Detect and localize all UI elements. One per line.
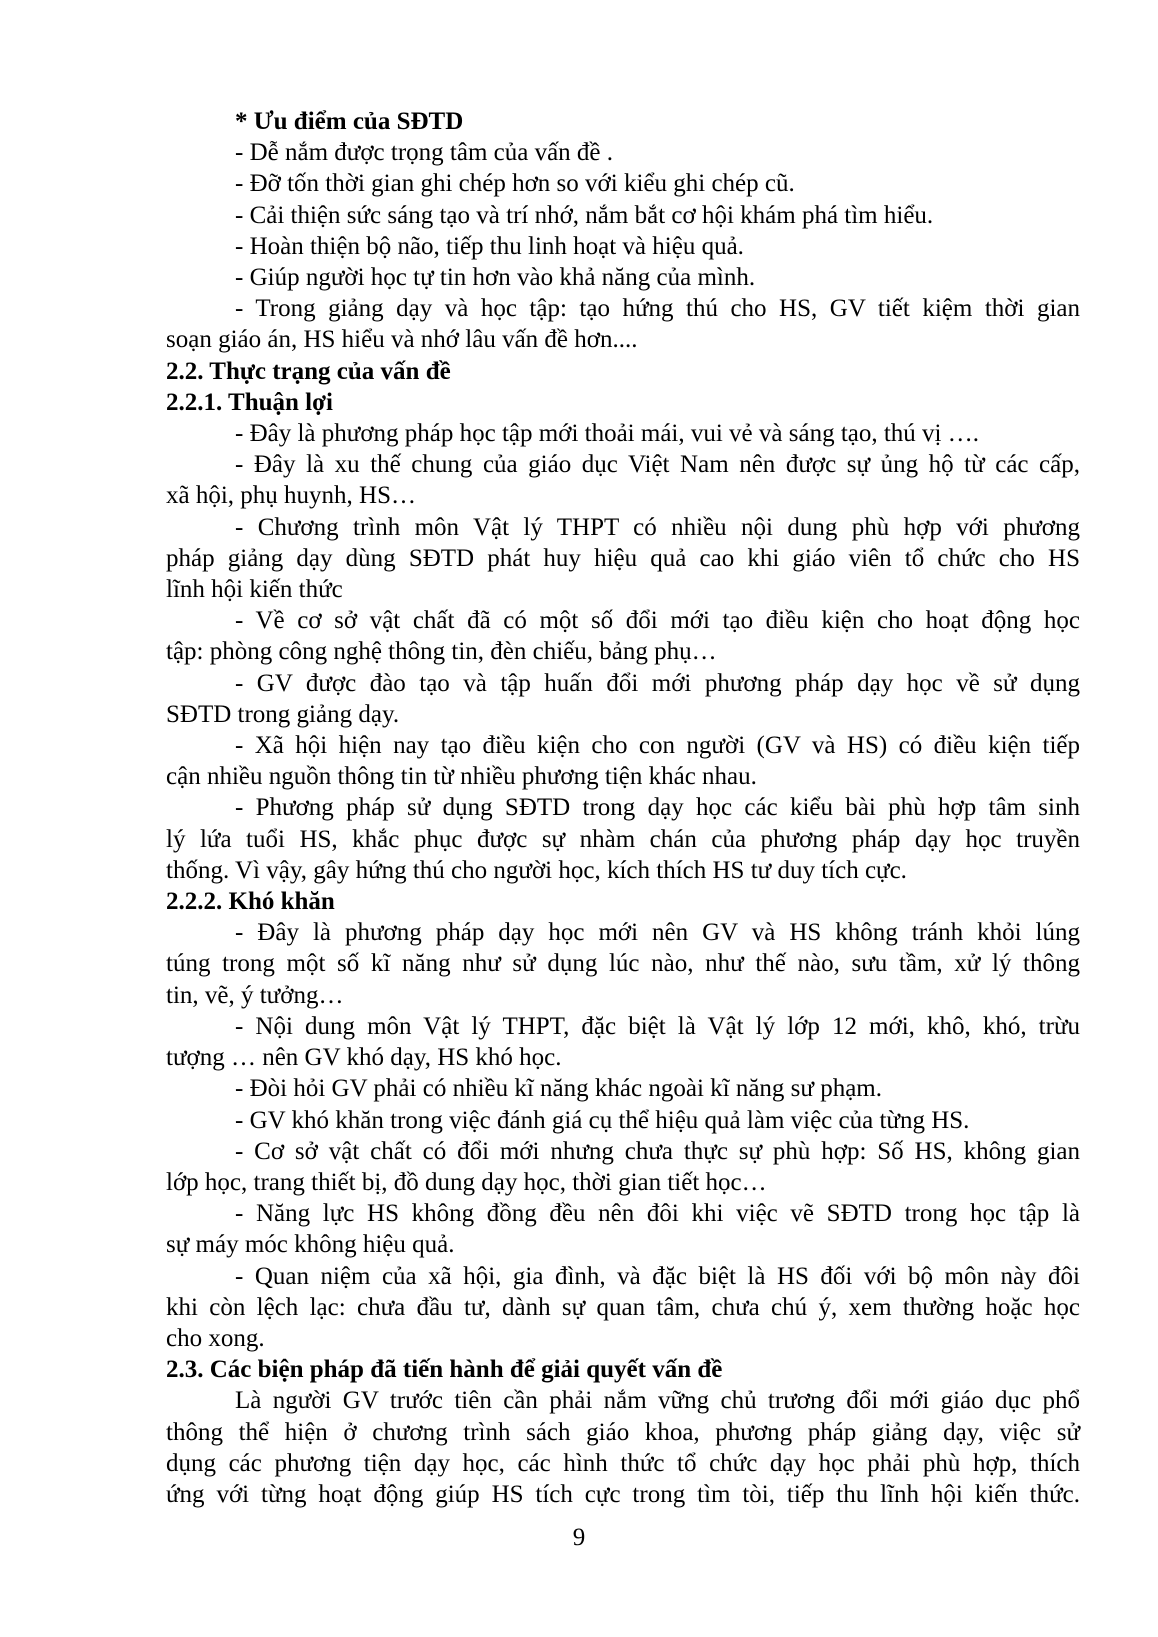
paragraph: - Về cơ sở vật chất đã có một số đổi mới tạo điều kiện cho hoạt động học bbox=[235, 607, 1080, 635]
paragraph: - Cải thiện sức sáng tạo và trí nhớ, nắm bắt cơ hội khám phá tìm hiểu. bbox=[235, 201, 934, 229]
section-heading-2-2-2: 2.2.2. Khó khăn bbox=[166, 888, 335, 916]
paragraph: - Đây là xu thế chung của giáo dục Việt Nam nên được sự ủng hộ từ các cấp, bbox=[235, 451, 1080, 479]
paragraph: - GV được đào tạo và tập huấn đổi mới phương pháp dạy học về sử dụng bbox=[235, 669, 1080, 697]
paragraph: cho xong. bbox=[166, 1324, 265, 1352]
paragraph: tin, vẽ, ý tưởng… bbox=[166, 981, 344, 1009]
paragraph: - Phương pháp sử dụng SĐTD trong dạy học các kiểu bài phù hợp tâm sinh bbox=[235, 794, 1080, 822]
paragraph: - GV khó khăn trong việc đánh giá cụ thể hiệu quả làm việc của từng HS. bbox=[235, 1106, 970, 1134]
paragraph: lý lứa tuổi HS, khắc phục được sự nhàm chán của phương pháp dạy học truyền bbox=[166, 825, 1080, 853]
page-number: 9 bbox=[572, 1524, 586, 1551]
paragraph: - Đây là phương pháp dạy học mới nên GV và HS không tránh khỏi lúng bbox=[235, 919, 1080, 947]
paragraph: - Trong giảng dạy và học tập: tạo hứng thú cho HS, GV tiết kiệm thời gian bbox=[235, 295, 1080, 323]
paragraph: soạn giáo án, HS hiểu và nhớ lâu vấn đề hơn.... bbox=[166, 326, 638, 354]
paragraph: - Chương trình môn Vật lý THPT có nhiều nội dung phù hợp với phương bbox=[235, 513, 1080, 541]
paragraph: xã hội, phụ huynh, HS… bbox=[166, 482, 416, 510]
section-heading-2-3: 2.3. Các biện pháp đã tiến hành để giải quyết vấn đề bbox=[166, 1356, 723, 1384]
paragraph: dụng các phương tiện dạy học, các hình thức tổ chức dạy học phải phù hợp, thích bbox=[166, 1449, 1080, 1477]
paragraph: Là người GV trước tiên cần phải nắm vững chủ trương đổi mới giáo dục phổ bbox=[235, 1387, 1080, 1415]
paragraph: - Quan niệm của xã hội, gia đình, và đặc biệt là HS đối với bộ môn này đôi bbox=[235, 1262, 1080, 1290]
paragraph: SĐTD trong giảng dạy. bbox=[166, 700, 400, 728]
paragraph: thống. Vì vậy, gây hứng thú cho người học, kích thích HS tư duy tích cực. bbox=[166, 856, 907, 884]
section-heading-2-2-1: 2.2.1. Thuận lợi bbox=[166, 388, 333, 416]
paragraph: - Xã hội hiện nay tạo điều kiện cho con người (GV và HS) có điều kiện tiếp bbox=[235, 732, 1080, 760]
paragraph: cận nhiều nguồn thông tin từ nhiều phương tiện khác nhau. bbox=[166, 763, 757, 791]
paragraph: - Nội dung môn Vật lý THPT, đặc biệt là Vật lý lớp 12 mới, khô, khó, trừu bbox=[235, 1012, 1080, 1040]
paragraph: - Hoàn thiện bộ não, tiếp thu linh hoạt và hiệu quả. bbox=[235, 232, 744, 260]
paragraph: - Đây là phương pháp học tập mới thoải mái, vui vẻ và sáng tạo, thú vị …. bbox=[235, 420, 980, 448]
paragraph: lĩnh hội kiến thức bbox=[166, 576, 343, 604]
paragraph: lớp học, trang thiết bị, đồ dung dạy học, thời gian tiết học… bbox=[166, 1168, 767, 1196]
paragraph: khi còn lệch lạc: chưa đầu tư, dành sự quan tâm, chưa chú ý, xem thường hoặc học bbox=[166, 1293, 1080, 1321]
heading-advantages: * Ưu điểm của SĐTD bbox=[235, 108, 464, 135]
paragraph: túng trong một số kĩ năng như sử dụng lúc nào, như thế nào, sưu tầm, xử lý thông bbox=[166, 950, 1080, 978]
paragraph: ứng với từng hoạt động giúp HS tích cực trong tìm tòi, tiếp thu lĩnh hội kiến thức. bbox=[166, 1480, 1080, 1508]
paragraph: sự máy móc không hiệu quả. bbox=[166, 1231, 455, 1259]
paragraph: - Giúp người học tự tin hơn vào khả năng của mình. bbox=[235, 264, 756, 292]
paragraph: pháp giảng dạy dùng SĐTD phát huy hiệu quả cao khi giáo viên tổ chức cho HS bbox=[166, 544, 1080, 572]
section-heading-2-2: 2.2. Thực trạng của vấn đề bbox=[166, 357, 451, 385]
page-content bbox=[166, 106, 1080, 1510]
paragraph: - Đỡ tốn thời gian ghi chép hơn so với kiểu ghi chép cũ. bbox=[235, 170, 795, 198]
paragraph: - Năng lực HS không đồng đều nên đôi khi việc vẽ SĐTD trong học tập là bbox=[235, 1200, 1080, 1228]
paragraph: - Đòi hỏi GV phải có nhiều kĩ năng khác ngoài kĩ năng sư phạm. bbox=[235, 1075, 882, 1103]
paragraph: thông thể hiện ở chương trình sách giáo khoa, phương pháp giảng dạy, việc sử bbox=[166, 1418, 1080, 1446]
paragraph: tập: phòng công nghệ thông tin, đèn chiếu, bảng phụ… bbox=[166, 638, 717, 666]
paragraph: tượng … nên GV khó dạy, HS khó học. bbox=[166, 1044, 562, 1072]
paragraph: - Dễ nắm được trọng tâm của vấn đề . bbox=[235, 139, 614, 167]
paragraph: - Cơ sở vật chất có đổi mới nhưng chưa thực sự phù hợp: Số HS, không gian bbox=[235, 1137, 1080, 1165]
